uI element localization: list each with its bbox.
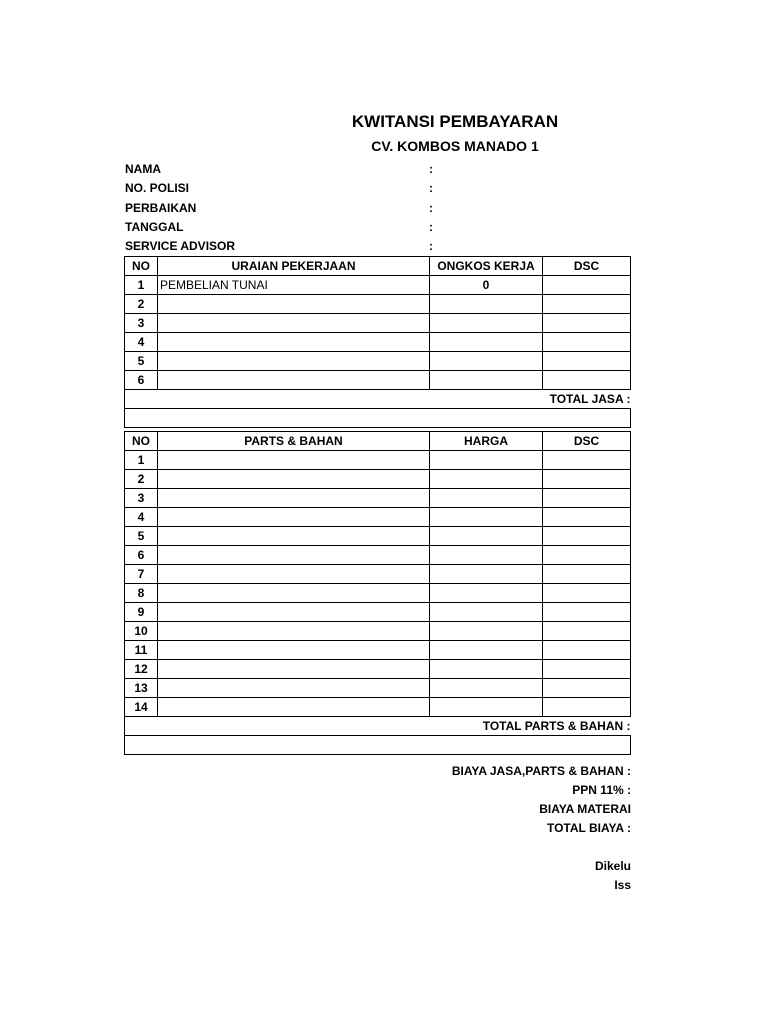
row-description (158, 352, 430, 371)
service-table-header (125, 257, 631, 276)
row-number: 4 (125, 508, 158, 527)
service-row (125, 352, 631, 371)
row-amount: 0 (430, 276, 543, 295)
row-number: 3 (125, 489, 158, 508)
parts-row (125, 546, 631, 565)
row-discount (543, 371, 631, 390)
row-number: 1 (125, 451, 158, 470)
row-amount (430, 352, 543, 371)
row-parts-name (158, 470, 430, 489)
row-price (430, 603, 543, 622)
parts-total-row (125, 717, 631, 736)
row-discount (543, 603, 631, 622)
field-label: PERBAIKAN (125, 200, 197, 215)
row-amount (430, 314, 543, 333)
row-discount (543, 641, 631, 660)
field-label: NAMA (125, 162, 161, 176)
row-description: PEMBELIAN TUNAI (158, 276, 430, 295)
row-price (430, 451, 543, 470)
service-row (125, 314, 631, 333)
row-discount (543, 622, 631, 641)
field-label: SERVICE ADVISOR (125, 239, 236, 254)
row-parts-name (158, 641, 430, 660)
field-colon: : (429, 219, 433, 234)
row-description (158, 333, 430, 352)
field-colon: : (429, 162, 433, 176)
row-parts-name (158, 584, 430, 603)
row-price (430, 698, 543, 717)
parts-row (125, 527, 631, 546)
field-colon: : (429, 200, 433, 215)
parts-row (125, 565, 631, 584)
issued-by-label: Dikelu (594, 859, 631, 873)
parts-row (125, 641, 631, 660)
row-price (430, 584, 543, 603)
parts-row (125, 679, 631, 698)
service-table (124, 256, 631, 428)
row-parts-name (158, 698, 430, 717)
row-price (430, 622, 543, 641)
total-jasa-label: TOTAL JASA : (125, 390, 631, 409)
row-number: 5 (125, 352, 158, 371)
row-parts-name (158, 489, 430, 508)
row-parts-name (158, 508, 430, 527)
spacer-cell (125, 409, 631, 428)
spacer-cell (125, 736, 631, 755)
biaya-jasa-parts-label: BIAYA JASA,PARTS & BAHAN : (451, 764, 631, 778)
row-discount (543, 314, 631, 333)
issued-label: Iss (614, 878, 631, 892)
header-dsc: DSC (543, 257, 631, 276)
total-parts-label: TOTAL PARTS & BAHAN : (125, 717, 631, 736)
row-discount (543, 660, 631, 679)
row-discount (543, 276, 631, 295)
row-number: 11 (125, 641, 158, 660)
header-no: NO (125, 257, 158, 276)
row-price (430, 527, 543, 546)
header-harga: HARGA (430, 432, 543, 451)
row-number: 7 (125, 565, 158, 584)
row-discount (543, 584, 631, 603)
row-description (158, 371, 430, 390)
row-discount (543, 352, 631, 371)
header-uraian: URAIAN PEKERJAAN (158, 257, 430, 276)
field-label: TANGGAL (125, 219, 184, 234)
row-discount (543, 489, 631, 508)
row-price (430, 489, 543, 508)
parts-table-header (125, 432, 631, 451)
row-number: 6 (125, 546, 158, 565)
row-number: 12 (125, 660, 158, 679)
field-colon: : (429, 181, 433, 196)
row-price (430, 660, 543, 679)
row-price (430, 546, 543, 565)
row-parts-name (158, 527, 430, 546)
parts-row (125, 660, 631, 679)
row-price (430, 679, 543, 698)
parts-row (125, 698, 631, 717)
row-number: 10 (125, 622, 158, 641)
ppn-label: PPN 11% : (572, 783, 631, 797)
row-parts-name (158, 451, 430, 470)
row-parts-name (158, 660, 430, 679)
row-price (430, 470, 543, 489)
row-discount (543, 451, 631, 470)
row-discount (543, 470, 631, 489)
row-number: 4 (125, 333, 158, 352)
parts-table (124, 431, 631, 755)
row-number: 6 (125, 371, 158, 390)
row-amount (430, 371, 543, 390)
row-number: 14 (125, 698, 158, 717)
row-discount (543, 698, 631, 717)
service-row (125, 371, 631, 390)
row-price (430, 565, 543, 584)
service-total-row (125, 390, 631, 409)
row-discount (543, 508, 631, 527)
row-number: 3 (125, 314, 158, 333)
row-discount (543, 679, 631, 698)
row-number: 1 (125, 276, 158, 295)
row-discount (543, 527, 631, 546)
service-row (125, 333, 631, 352)
service-row (125, 295, 631, 314)
row-discount (543, 295, 631, 314)
header-no: NO (125, 432, 158, 451)
materai-label: BIAYA MATERAI (539, 802, 631, 816)
parts-row (125, 470, 631, 489)
row-parts-name (158, 622, 430, 641)
row-number: 2 (125, 295, 158, 314)
row-description (158, 314, 430, 333)
field-label: NO. POLISI (125, 181, 190, 196)
parts-row (125, 508, 631, 527)
total-biaya-label: TOTAL BIAYA : (546, 821, 631, 835)
parts-row (125, 451, 631, 470)
header-parts: PARTS & BAHAN (158, 432, 430, 451)
header-dsc: DSC (543, 432, 631, 451)
row-description (158, 295, 430, 314)
row-number: 9 (125, 603, 158, 622)
row-price (430, 508, 543, 527)
row-parts-name (158, 546, 430, 565)
row-number: 2 (125, 470, 158, 489)
header-ongkos: ONGKOS KERJA (430, 257, 543, 276)
company-name: CV. KOMBOS MANADO 1 (371, 138, 539, 154)
parts-row (125, 489, 631, 508)
service-row (125, 276, 631, 295)
row-discount (543, 546, 631, 565)
row-discount (543, 565, 631, 584)
row-amount (430, 333, 543, 352)
document-title: KWITANSI PEMBAYARAN (351, 112, 559, 131)
service-spacer-row (125, 409, 631, 428)
row-discount (543, 333, 631, 352)
row-price (430, 641, 543, 660)
row-parts-name (158, 679, 430, 698)
parts-spacer-row (125, 736, 631, 755)
row-parts-name (158, 603, 430, 622)
row-number: 13 (125, 679, 158, 698)
parts-row (125, 603, 631, 622)
row-number: 5 (125, 527, 158, 546)
row-parts-name (158, 565, 430, 584)
field-colon: : (429, 239, 433, 254)
row-amount (430, 295, 543, 314)
row-number: 8 (125, 584, 158, 603)
parts-row (125, 584, 631, 603)
parts-row (125, 622, 631, 641)
